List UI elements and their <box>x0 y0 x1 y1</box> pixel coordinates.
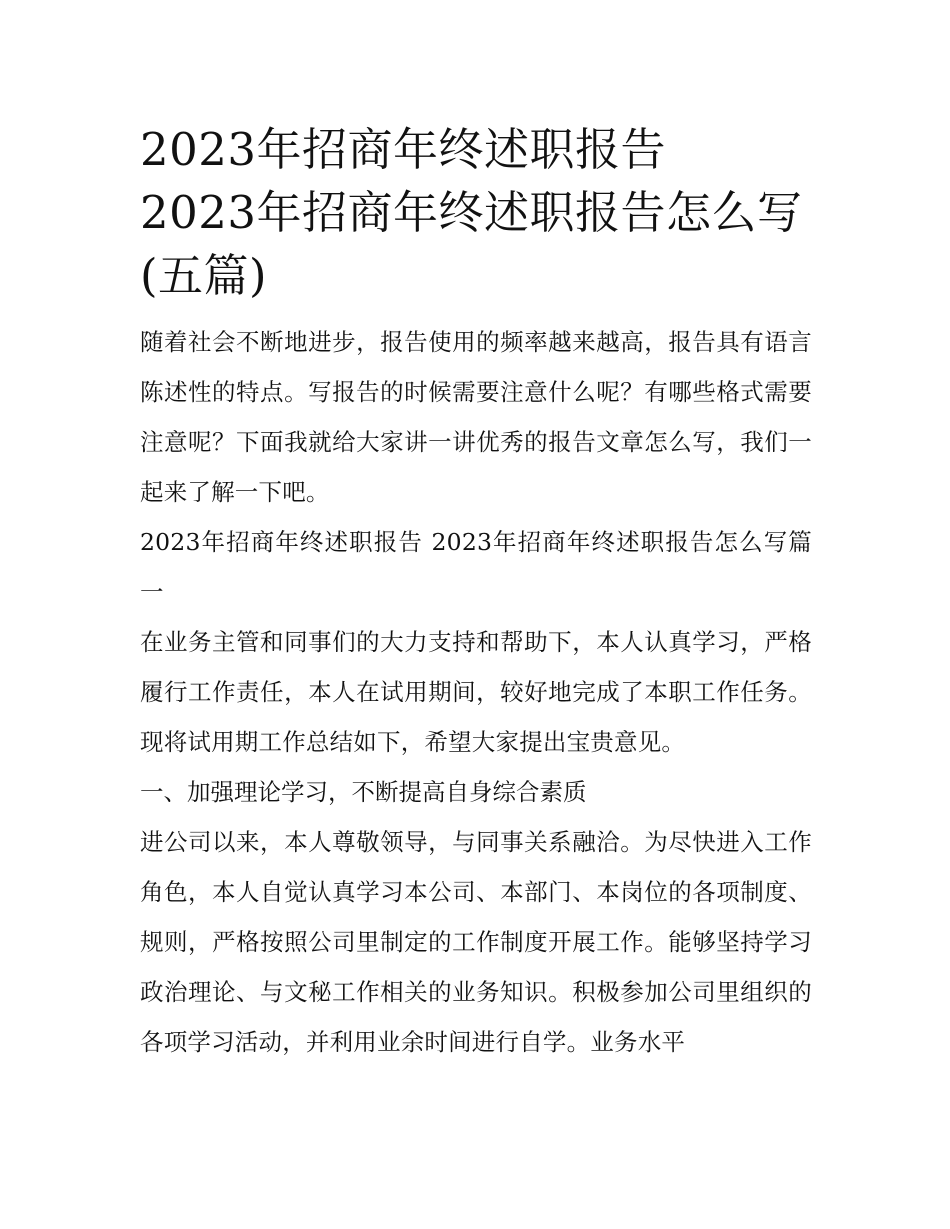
document-page <box>140 118 812 1067</box>
title-line-1: 2023年招商年终述职报告 <box>140 123 667 176</box>
title-line-2: 2023年招商年终述职报告怎么写(五篇) <box>140 186 803 302</box>
intro-paragraph: 随着社会不断地进步，报告使用的频率越来越高，报告具有语言陈述性的特点。写报告的时候需要注意什么呢？有哪些格式需要注意呢？下面我就给大家讲一讲优秀的报告文章怎么写，我们一起来了解一下吧。 <box>140 328 812 506</box>
section-title: 2023年招商年终述职报告 2023年招商年终述职报告怎么写篇一 <box>140 528 812 606</box>
body-paragraph-1: 在业务主管和同事们的大力支持和帮助下，本人认真学习，严格履行工作责任，本人在试用期间，较好地完成了本职工作任务。现将试用期工作总结如下，希望大家提出宝贵意见。 <box>140 628 812 756</box>
body-paragraph-2: 进公司以来，本人尊敬领导，与同事关系融洽。为尽快进入工作角色，本人自觉认真学习本公司、本部门、本岗位的各项制度、规则，严格按照公司里制定的工作制度开展工作。能够坚持学习政治理论、与文秘工作相关的业务知识。积极参加公司里组织的各项学习活动，并利用业余时间进行自学。业务水平 <box>140 828 812 1056</box>
section-heading-1: 一、加强理论学习，不断提高自身综合素质 <box>140 778 587 806</box>
document-title <box>140 118 812 307</box>
